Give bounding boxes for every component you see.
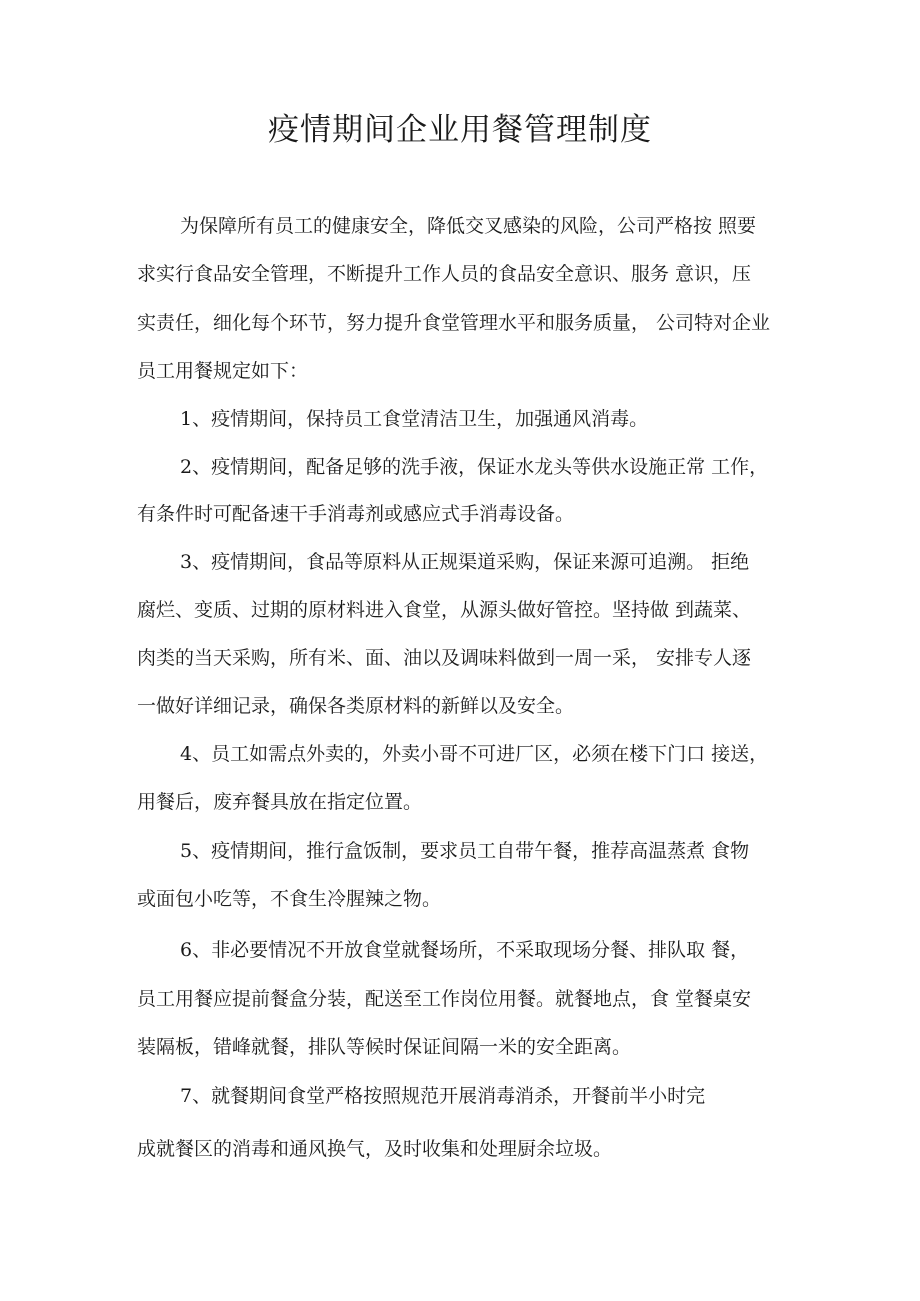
page-title: 疫情期间企业用餐管理制度 [268, 112, 652, 148]
text-line: 为保障所有员工的健康安全，降低交叉感染的风险，公司严格按 照要 [180, 215, 757, 237]
text-line: 1、疫情期间，保持员工食堂清洁卫生，加强通风消毒。 [180, 408, 649, 430]
text-line: 5、疫情期间，推行盒饭制，要求员工自带午餐，推荐高温蒸煮 食物 [180, 840, 750, 862]
text-line: 肉类的当天采购，所有米、面、油以及调味料做到一周一采， 安排专人逐 [137, 647, 752, 669]
text-line: 腐烂、变质、过期的原材料进入食堂，从源头做好管控。坚持做 到蔬菜、 [137, 599, 752, 621]
text-line: 用餐后，废弃餐具放在指定位置。 [137, 791, 423, 813]
text-line: 4、员工如需点外卖的，外卖小哥不可进厂区，必须在楼下门口 接送， [180, 743, 769, 765]
text-line: 成就餐区的消毒和通风换气，及时收集和处理厨余垃圾。 [137, 1138, 613, 1160]
text-line: 6、非必要情况不开放食堂就餐场所，不采取现场分餐、排队取 餐， [180, 939, 750, 961]
text-line: 2、疫情期间，配备足够的洗手液，保证水龙头等供水设施正常 工作， [180, 456, 769, 478]
text-line: 3、疫情期间，食品等原料从正规渠道采购，保证来源可追溯。 拒绝 [180, 551, 750, 573]
text-line: 有条件时可配备速干手消毒剂或感应式手消毒设备。 [137, 503, 575, 525]
text-line: 装隔板，错峰就餐，排队等候时保证间隔一米的安全距离。 [137, 1036, 632, 1058]
text-line: 实责任，细化每个环节，努力提升食堂管理水平和服务质量， 公司特对企业 [137, 312, 771, 334]
text-line: 7、就餐期间食堂严格按照规范开展消毒消杀，开餐前半小时完 [180, 1085, 706, 1107]
text-line: 或面包小吃等，不食生冷腥辣之物。 [137, 888, 442, 910]
text-line: 一做好详细记录，确保各类原材料的新鲜以及安全。 [137, 695, 575, 717]
text-line: 员工用餐规定如下： [137, 360, 309, 382]
text-line: 员工用餐应提前餐盒分装，配送至工作岗位用餐。就餐地点，食 堂餐桌安 [137, 988, 752, 1010]
text-line: 求实行食品安全管理，不断提升工作人员的食品安全意识、服务 意识，压 [137, 263, 752, 285]
